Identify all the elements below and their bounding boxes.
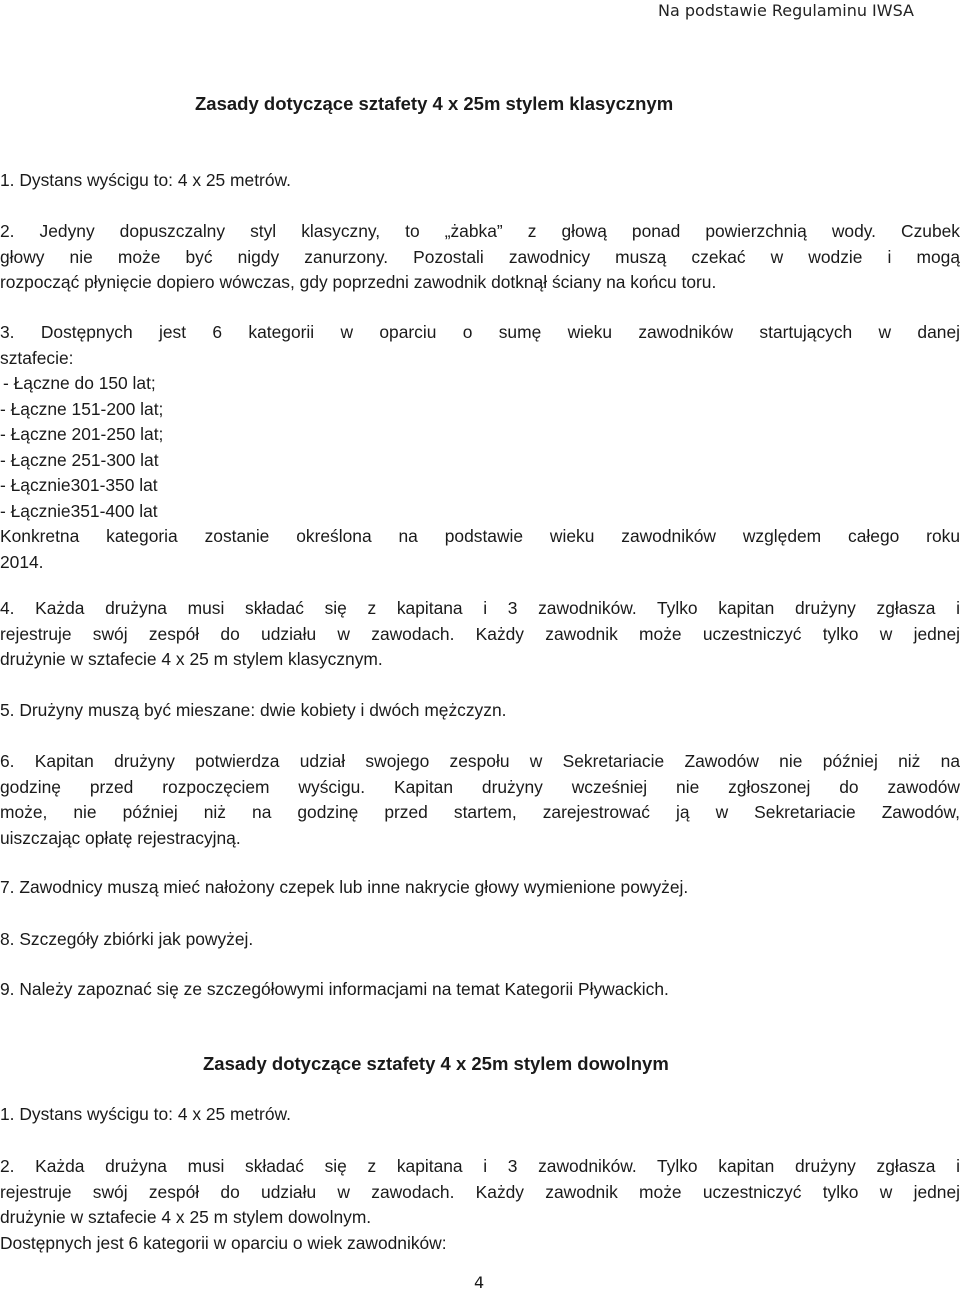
category-item: - Łącznie351-400 lat [0, 500, 158, 521]
category-item: - Łącznie301-350 lat [0, 475, 158, 495]
text-line: sztafecie: [0, 347, 74, 368]
s1-item-1 [0, 168, 960, 194]
text-line: uiszczając opłatę rejestracyjną. [0, 827, 241, 848]
s1-item-8 [0, 927, 960, 953]
category-item: - Łączne do 150 lat; [3, 373, 156, 393]
text-line: 9. Należy zapoznać się ze szczegółowymi informacjami na temat Kategorii Pływackich. [0, 979, 669, 999]
s1-item-4 [0, 596, 960, 673]
text-line: głowy nie może być nigdy zanurzony. Pozostali zawodnicy muszą czekać w wodzie i mogą [0, 246, 960, 267]
text-line: 2014. [0, 551, 44, 572]
text-line: godzinę przed rozpoczęciem wyścigu. Kapitan drużyny wcześniej nie zgłoszonej do zawodów [0, 776, 960, 797]
s2-item-1 [0, 1102, 960, 1128]
page-header: Na podstawie Regulaminu IWSA [658, 1, 914, 20]
text-line: 2. Każda drużyna musi składać się z kapitana i 3 zawodników. Tylko kapitan drużyny zgłasza i [0, 1156, 960, 1176]
s1-item-6 [0, 749, 960, 851]
text-line: 2. Jedyny dopuszczalny styl klasyczny, to „żabka” z głową ponad powierzchnią wody. Czubek [0, 221, 960, 241]
s1-item-3 [0, 320, 960, 575]
text-line: 4. Każda drużyna musi składać się z kapitana i 3 zawodników. Tylko kapitan drużyny zgłasza i [0, 598, 960, 618]
page-number: 4 [474, 1273, 485, 1292]
text-line: Konkretna kategoria zostanie określona na podstawie wieku zawodników względem całego roku [0, 526, 960, 546]
text-line: drużynie w sztafecie 4 x 25 m stylem klasycznym. [0, 649, 383, 669]
category-item: - Łączne 251-300 lat [0, 449, 159, 470]
text-line: 3. Dostępnych jest 6 kategorii w oparciu o sumę wieku zawodników startujących w danej [0, 322, 960, 342]
s1-item-7 [0, 875, 960, 901]
text-line: Dostępnych jest 6 kategorii w oparciu o wiek zawodników: [0, 1232, 447, 1253]
section2-title: Zasady dotyczące sztafety 4 x 25m stylem dowolnym [203, 1053, 669, 1074]
text-line: 7. Zawodnicy muszą mieć nałożony czepek lub inne nakrycie głowy wymienione powyżej. [0, 877, 689, 897]
text-line: rejestruje swój zespół do udziału w zawodach. Każdy zawodnik może uczestniczyć tylko w jednej [0, 1181, 960, 1202]
text-line: może, nie później niż na godzinę przed startem, zarejestrować ją w Sekretariacie Zawodów, [0, 802, 960, 822]
s1-item-9 [0, 977, 960, 1003]
text-line: 1. Dystans wyścigu to: 4 x 25 metrów. [0, 170, 291, 190]
text-line: 5. Drużyny muszą być mieszane: dwie kobiety i dwóch mężczyzn. [0, 700, 507, 720]
s2-item-2 [0, 1154, 960, 1256]
category-item: - Łączne 151-200 lat; [0, 398, 164, 419]
section1-title: Zasady dotyczące sztafety 4 x 25m stylem klasycznym [195, 93, 674, 114]
text-line: 1. Dystans wyścigu to: 4 x 25 metrów. [0, 1104, 291, 1124]
text-line: rozpocząć płynięcie dopiero wówczas, gdy poprzedni zawodnik dotknął ściany na końcu toru. [0, 272, 717, 292]
text-line: drużynie w sztafecie 4 x 25 m stylem dowolnym. [0, 1207, 372, 1227]
text-line: 8. Szczegóły zbiórki jak powyżej. [0, 929, 254, 949]
text-line: rejestruje swój zespół do udziału w zawodach. Każdy zawodnik może uczestniczyć tylko w jednej [0, 623, 960, 644]
s1-item-5 [0, 698, 960, 724]
text-line: 6. Kapitan drużyny potwierdza udział swojego zespołu w Sekretariacie Zawodów nie później niż na [0, 751, 960, 771]
category-item: - Łączne 201-250 lat; [0, 424, 164, 444]
s1-item-2 [0, 219, 960, 296]
